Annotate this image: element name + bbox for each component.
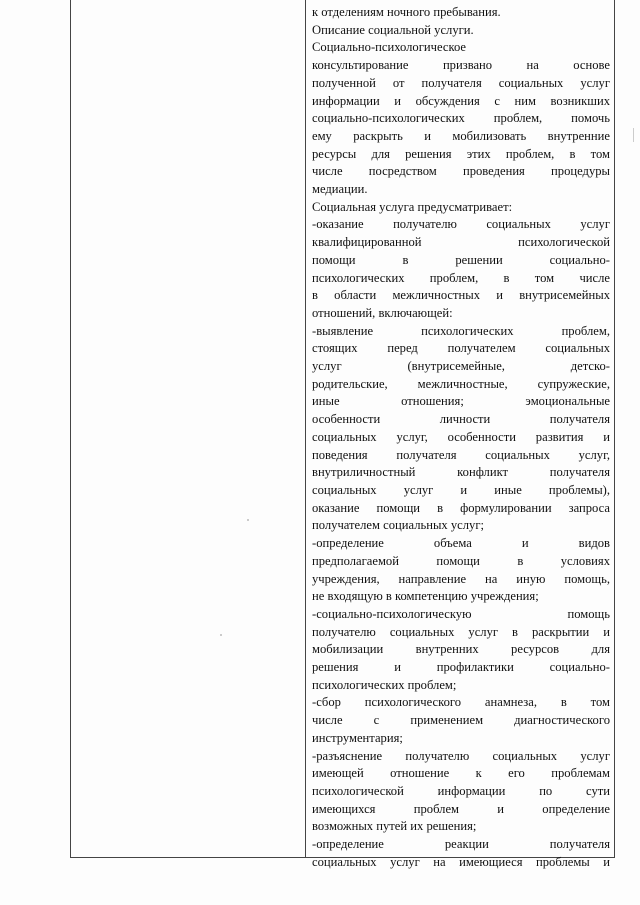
scan-speck (247, 519, 249, 521)
text-line: медиации. (312, 182, 368, 197)
text-line: не входящую в компетенцию учреждения; (312, 589, 539, 604)
text-line: -социально-психологическую помощь (312, 606, 610, 621)
text-line: полученной от получателя социальных услуг (312, 75, 610, 90)
text-line: -определение объема и видов (312, 536, 610, 551)
text-line: информации и обсуждения с ним возникших (312, 93, 610, 108)
text-line: социально-психологических проблем, помочь (312, 111, 610, 126)
text-line: ресурсы для решения этих проблем, в том (312, 146, 610, 161)
text-line: особенности личности получателя (312, 412, 610, 427)
text-line: услуг (внутрисемейные, детско- (312, 359, 610, 374)
text-line: -выявление психологических проблем, (312, 323, 610, 338)
text-line: родительские, межличностные, супружеские, (312, 376, 610, 391)
text-line: числе с применением диагностического (312, 713, 610, 728)
text-line: -разъяснение получателю социальных услуг (312, 748, 610, 763)
scan-edge-mark (633, 128, 634, 142)
text-line: квалифицированной психологической (312, 235, 610, 250)
text-line: консультирование призвано на основе (312, 58, 610, 73)
text-line: предполагаемой помощи в условиях (312, 553, 610, 568)
text-line: социальных услуг, особенности развития и (312, 429, 610, 444)
text-line: Описание социальной услуги. (312, 22, 474, 37)
text-line: числе посредством проведения процедуры (312, 164, 610, 179)
text-line: -оказание получателю социальных услуг (312, 217, 610, 232)
text-line: стоящих перед получателем социальных (312, 341, 610, 356)
scan-speck (220, 634, 222, 636)
text-line: Социальная услуга предусматривает: (312, 199, 513, 214)
text-line: психологических проблем, в том числе (312, 270, 610, 285)
text-line: -определение реакции получателя (312, 837, 610, 852)
text-line: социальных услуг и иные проблемы), (312, 482, 610, 497)
column-divider (305, 0, 306, 858)
text-line: в области межличностных и внутрисемейных (312, 288, 610, 303)
text-line: получателем социальных услуг; (312, 518, 485, 533)
text-line: -сбор психологического анамнеза, в том (312, 695, 610, 710)
text-line: поведения получателя социальных услуг, (312, 447, 610, 462)
text-line: имеющей отношение к его проблемам (312, 766, 610, 781)
text-line: возможных путей их решения; (312, 819, 477, 834)
text-line: помощи в решении социально- (312, 252, 610, 267)
text-line: решения и профилактики социально- (312, 660, 610, 675)
text-line: учреждения, направление на иную помощь, (312, 571, 610, 586)
text-line: инструментария; (312, 730, 403, 745)
text-line: оказание помощи в формулировании запроса (312, 500, 610, 515)
text-line: психологических проблем; (312, 677, 457, 692)
text-line: социальных услуг на имеющиеся проблемы и (312, 854, 610, 869)
text-line: внутриличностный конфликт получателя (312, 465, 610, 480)
text-line: мобилизации внутренних ресурсов для (312, 642, 610, 657)
left-column-cell (71, 0, 304, 857)
text-line: психологической информации по сути (312, 783, 610, 798)
text-line: ему раскрыть и мобилизовать внутренние (312, 128, 610, 143)
text-line: отношений, включающей: (312, 305, 453, 320)
text-line: иные отношения; эмоциональные (312, 394, 610, 409)
text-line: к отделениям ночного пребывания. (312, 5, 501, 19)
text-line: получателю социальных услуг в раскрытии и (312, 624, 610, 639)
service-description-cell (312, 4, 610, 869)
text-line: Социально-психологическое (312, 40, 466, 55)
text-line: имеющихся проблем и определение (312, 801, 610, 816)
